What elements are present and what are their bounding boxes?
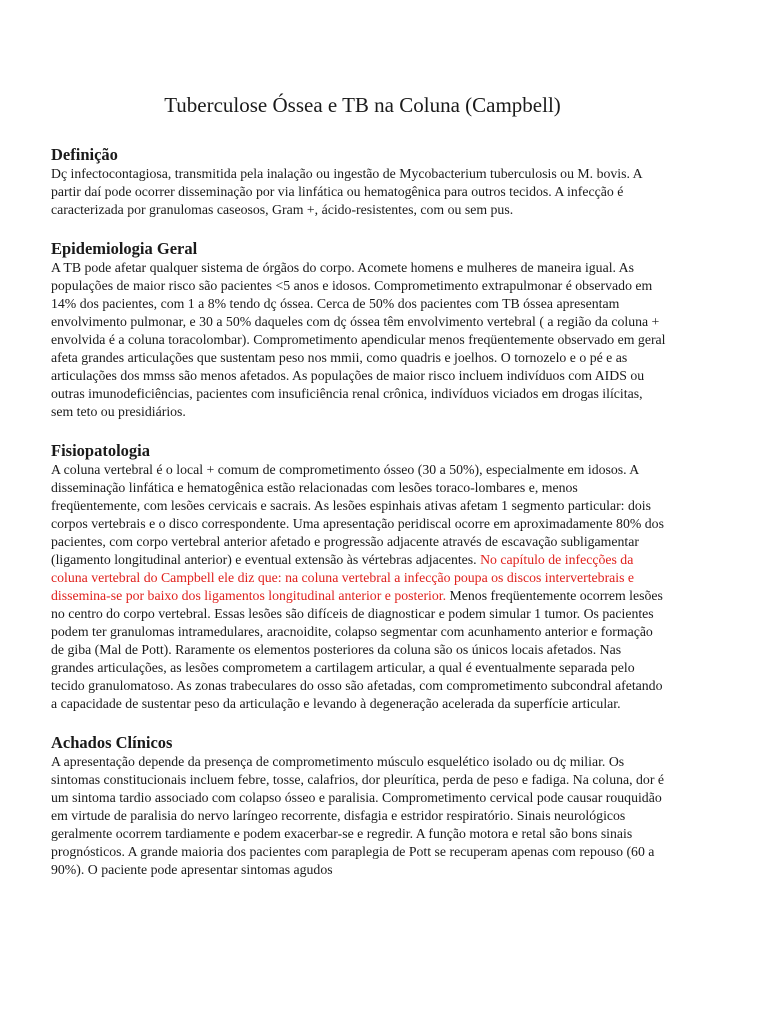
fisiopatologia-highlight-note: No capítulo de infecções da coluna vertebral do Campbell ele diz que: na coluna vertebral a infecção poupa os discos intervertebrais e dissemina-se por baixo dos ligamentos longitudinal anterior e posterior. [51,552,635,603]
section-heading-definicao: Definição [51,145,118,164]
section-heading-epidemiologia: Epidemiologia Geral [51,239,198,258]
section-text-achados-clinicos: A apresentação depende da presença de comprometimento músculo esquelético isolado ou dç miliar. Os sintomas constitucionais incluem febre, tosse, calafrios, dor pleurítica, perda de peso e fadiga. Na coluna, dor é um sintoma tardio associado com colapso ósseo e paralisia. Comprometimento cervical pode causar rouquidão em virtude de paralisia do nervo laríngeo recorrente, disfagia e estridor respiratório. Sinais neurológicos geralmente ocorrem tardiamente e podem exacerbar-se e regredir. A função motora e retal são bons sinais prognósticos. A grande maioria dos pacientes com paraplegia de Pott se recuperam apenas com repouso (60 a 90%). O paciente pode apresentar sintomas agudos [51,754,664,877]
fisiopatologia-text-before: A coluna vertebral é o local + comum de comprometimento ósseo (30 a 50%), especialmente em idosos. A disseminação linfática e hematogênica estão relacionadas com lesões toraco-lombares e, menos freqüentemente, com lesões cervicais e sacrais. As lesões espinhais ativas afetam 1 segmento particular: dois corpos vertebrais e o disco correspondente. Uma apresentação peridiscal ocorre em aproximadamente 80% dos pacientes, com corpo vertebral anterior afetado e progressão adjacente através de escavação subligamentar (ligamento longitudinal anterior) e eventual extensão às vértebras adjacentes. [51,462,664,567]
section-fisiopatologia [51,441,666,713]
section-achados-clinicos [51,733,666,879]
section-heading-achados-clinicos: Achados Clínicos [51,733,173,752]
section-epidemiologia [51,239,666,421]
document-content [51,92,666,879]
section-text-fisiopatologia [51,461,666,713]
section-definicao [51,145,666,219]
fisiopatologia-text-after: Menos freqüentemente ocorrem lesões no centro do corpo vertebral. Essas lesões são difíceis de diagnosticar e podem simular 1 tumor. Os pacientes podem ter granulomas intramedulares, aracnoidite, colapso segmentar com acunhamento anterior e formação de giba (Mal de Pott). Raramente os elementos posteriores da coluna são os únicos locais afetados. Nas grandes articulações, as lesões comprometem a cartilagem articular, a qual é eventualmente separada pelo tecido granulomatoso. As zonas trabeculares do osso são afetadas, com comprometimento subcondral afetando a capacidade de sustentar peso da articulação e levando à degeneração acelerada da superfície articular. [51,588,663,711]
document-title: Tuberculose Óssea e TB na Coluna (Campbell) [164,93,561,117]
section-heading-fisiopatologia: Fisiopatologia [51,441,151,460]
section-text-definicao: Dç infectocontagiosa, transmitida pela inalação ou ingestão de Mycobacterium tuberculosis ou M. bovis. A partir daí pode ocorrer disseminação por via linfática ou hematogênica para outros tecidos. A infecção é caracterizada por granulomas caseosos, Gram +, ácido-resistentes, com ou sem pus. [51,166,642,217]
section-text-epidemiologia: A TB pode afetar qualquer sistema de órgãos do corpo. Acomete homens e mulheres de maneira igual. As populações de maior risco são pacientes <5 anos e idosos. Comprometimento extrapulmonar é observado em 14% dos pacientes, com 1 a 8% tendo dç óssea. Cerca de 50% dos pacientes com TB óssea apresentam envolvimento pulmonar, e 30 a 50% daqueles com dç óssea têm envolvimento vertebral ( a região da coluna + envolvida é a coluna toracolombar). Comprometimento apendicular menos freqüentemente observado em geral afeta grandes articulações que sustentam peso nos mmii, como quadris e joelhos. O tornozelo e o pé e as articulações dos mmss são menos afetados. As populações de maior risco incluem indivíduos com AIDS ou outras imunodeficiências, pacientes com insuficiência renal crônica, indivíduos viciados em drogas ilícitas, sem teto ou presidiários. [51,260,666,419]
